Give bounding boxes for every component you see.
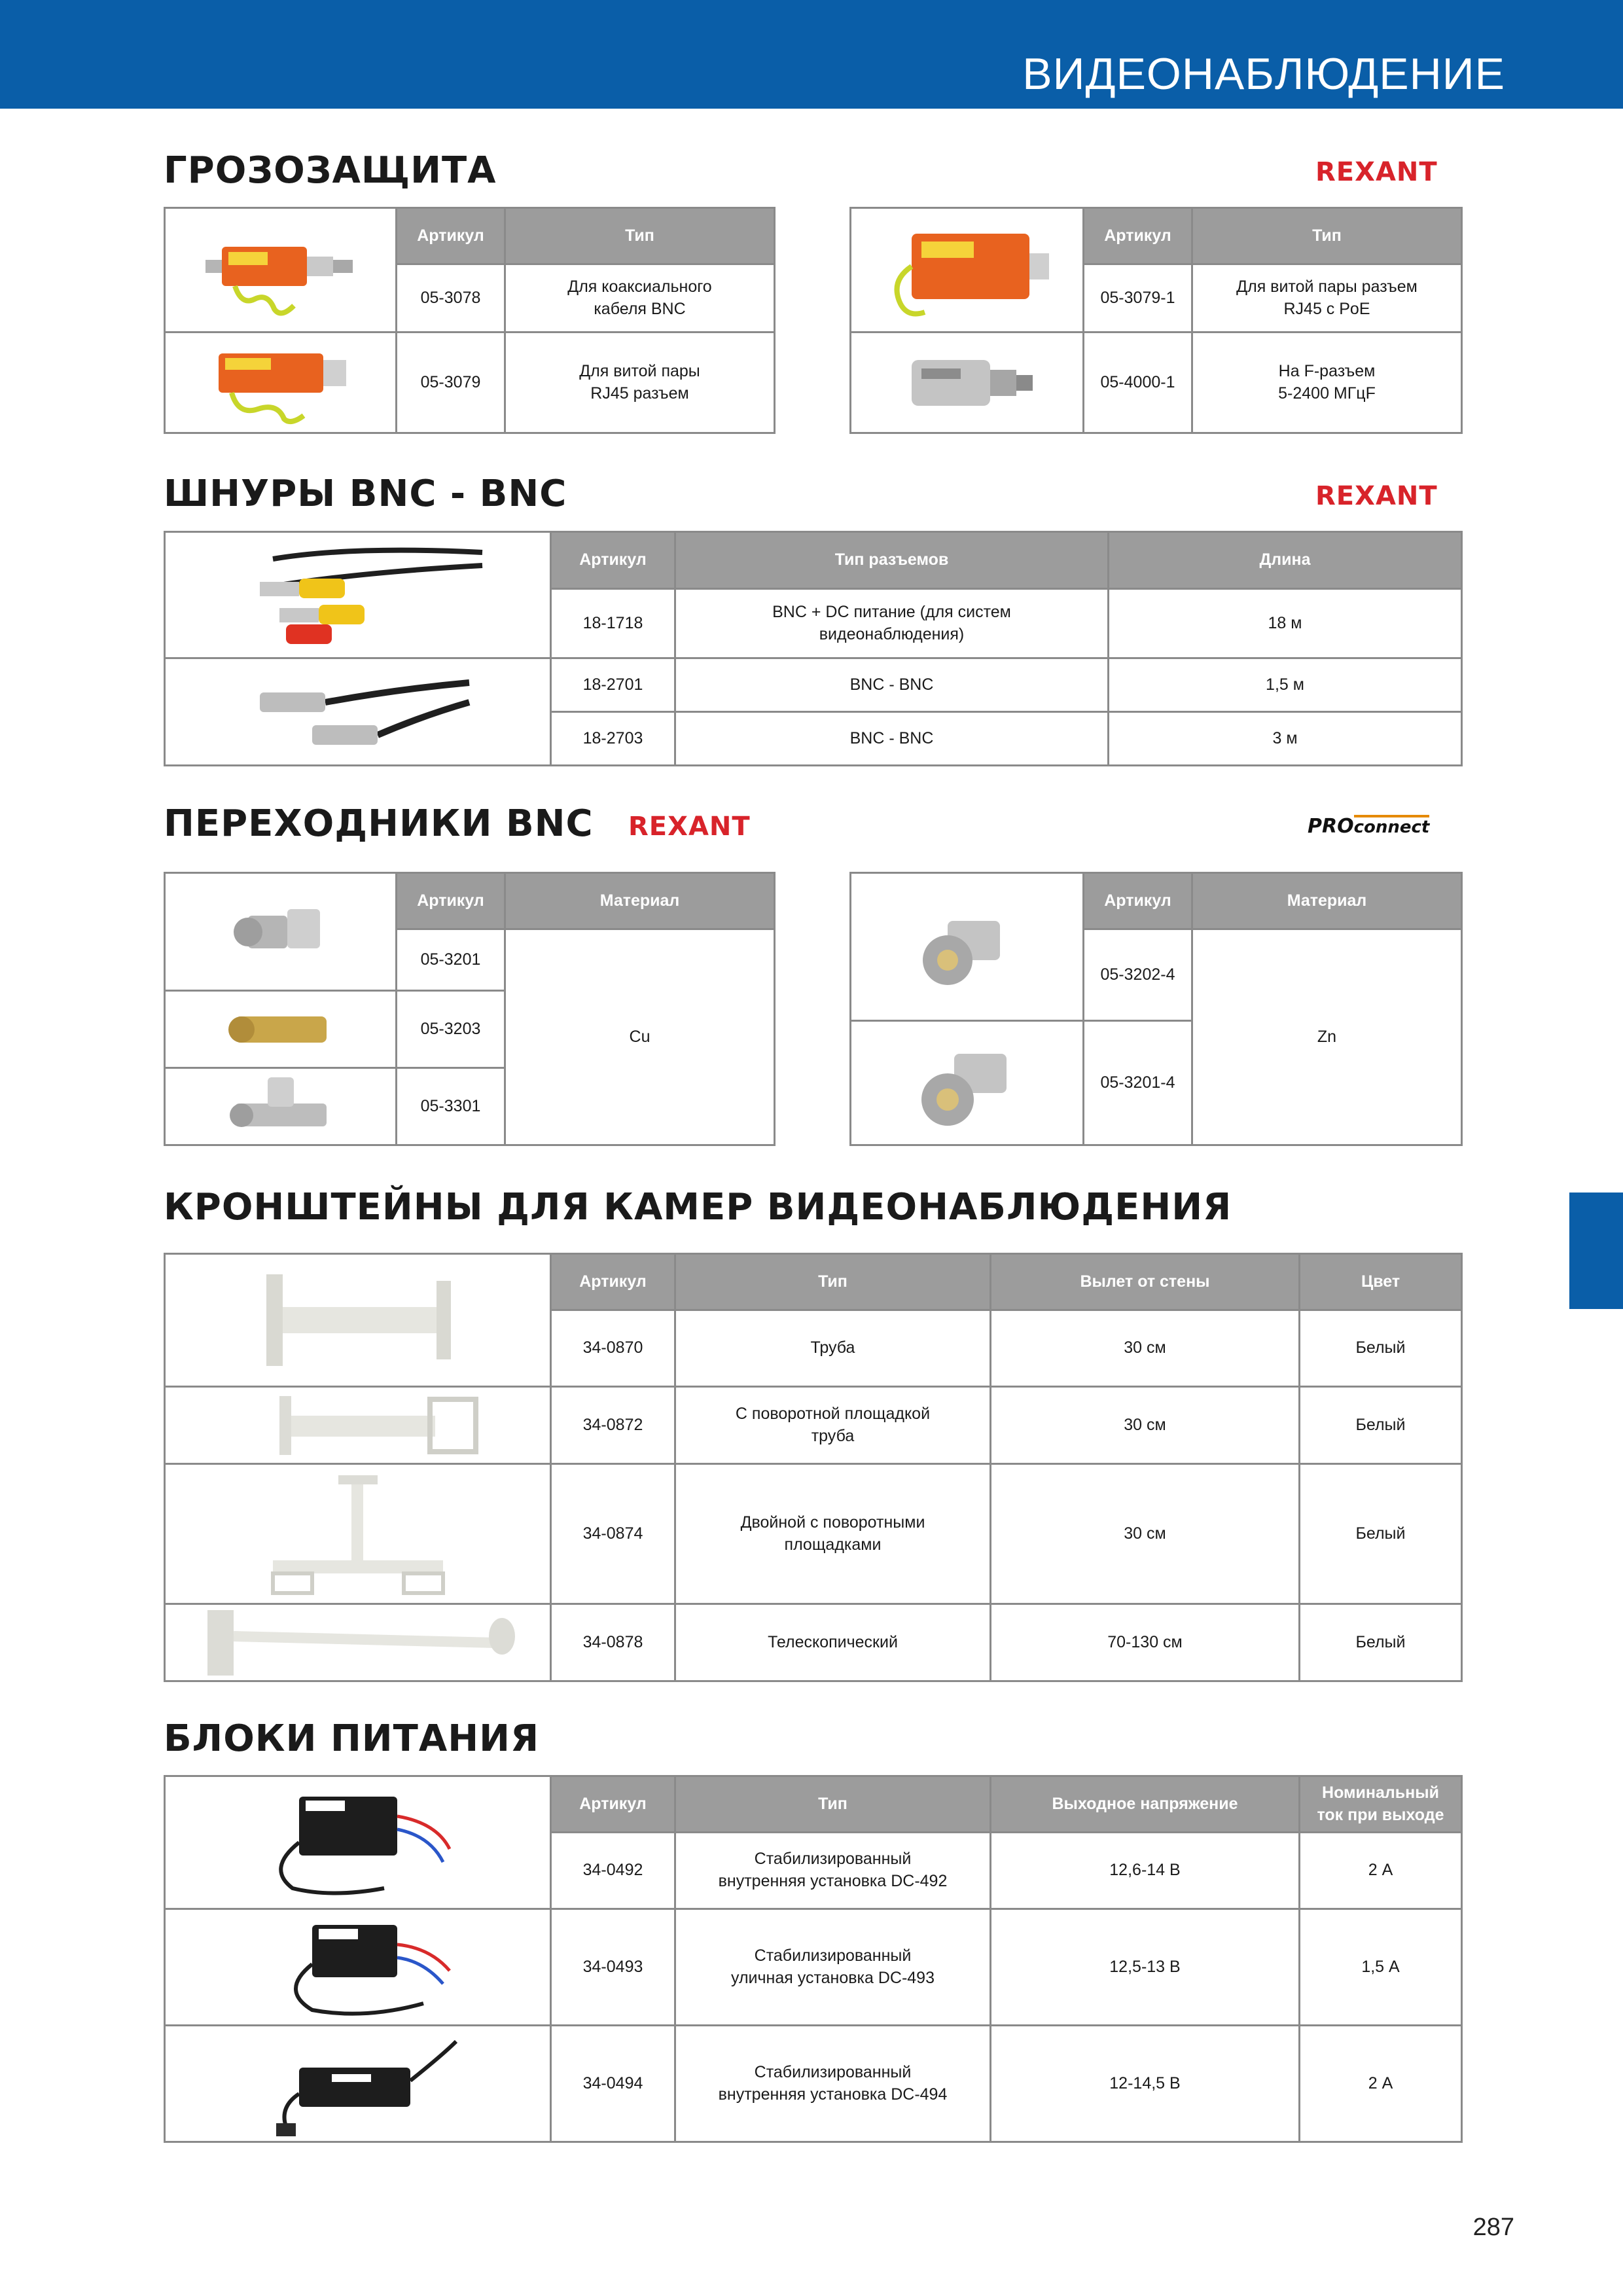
- type-cell: Труба: [675, 1310, 991, 1387]
- sku-cell: 05-3203: [397, 991, 505, 1068]
- sku-cell: 05-3201: [397, 929, 505, 991]
- column-header-color: Цвет: [1300, 1254, 1462, 1310]
- section-title-power: БЛОКИ ПИТАНИЯ: [164, 1717, 540, 1760]
- reach-cell: 30 см: [991, 1310, 1300, 1387]
- bnc-adapter-3201-image: [222, 883, 340, 981]
- voltage-cell: 12-14,5 В: [991, 2026, 1300, 2142]
- telescopic-bracket-image: [181, 1607, 535, 1679]
- material-cell: Zn: [1192, 929, 1462, 1145]
- type-cell: Для витой пары RJ45 разъем: [505, 332, 775, 433]
- length-cell: 3 м: [1109, 712, 1462, 766]
- length-cell: 18 м: [1109, 589, 1462, 658]
- sku-cell: 05-4000-1: [1084, 332, 1192, 433]
- color-cell: Белый: [1300, 1464, 1462, 1604]
- surge-table-left: [164, 207, 776, 434]
- cords-table: [164, 531, 1463, 766]
- length-cell: 1,5 м: [1109, 658, 1462, 712]
- column-header-sku: Артикул: [551, 1254, 675, 1310]
- voltage-cell: 12,5-13 В: [991, 1909, 1300, 2026]
- sku-cell: 34-0493: [551, 1909, 675, 2026]
- surge-table-right: [849, 207, 1463, 434]
- type-cell: На F-разъем 5-2400 МГцF: [1192, 332, 1462, 433]
- current-cell: 1,5 А: [1300, 1909, 1462, 2026]
- surge-protector-poe-image: [872, 214, 1062, 325]
- bnc-adapter-3202-4-image: [902, 888, 1033, 1006]
- column-header-sku: Артикул: [397, 208, 505, 264]
- product-image-cell: [165, 873, 397, 991]
- surge-protector-f-connector-image: [892, 337, 1043, 429]
- page-category-title: ВИДЕОНАБЛЮДЕНИЕ: [1022, 49, 1505, 99]
- column-header-type: Тип: [675, 1776, 991, 1833]
- product-image-cell: [851, 264, 1084, 332]
- section-title-surge: ГРОЗОЗАЩИТА: [164, 149, 497, 192]
- column-header-length: Длина: [1109, 532, 1462, 589]
- color-cell: Белый: [1300, 1604, 1462, 1681]
- sku-cell: 18-1718: [551, 589, 675, 658]
- column-header-type: Тип: [675, 1254, 991, 1310]
- sku-cell: 05-3078: [397, 264, 505, 332]
- adapters-table-left: [164, 872, 776, 1146]
- bnc-adapter-3201-4-image: [902, 1028, 1033, 1139]
- section-title-cords: ШНУРЫ BNC - BNC: [164, 473, 567, 515]
- side-chapter-tab: [1569, 1193, 1623, 1309]
- type-cell: С поворотной площадкой труба: [675, 1387, 991, 1464]
- type-cell: Двойной с поворотными площадками: [675, 1464, 991, 1604]
- section-title-adapters: ПЕРЕХОДНИКИ BNC: [164, 802, 594, 845]
- sku-cell: 34-0492: [551, 1833, 675, 1909]
- current-cell: 2 А: [1300, 2026, 1462, 2142]
- sku-cell: 34-0878: [551, 1604, 675, 1681]
- rexant-logo: REXANT: [1315, 157, 1438, 187]
- adapters-table-right: [849, 872, 1463, 1146]
- product-image-cell: [165, 1387, 551, 1464]
- product-image-cell: [165, 1909, 551, 2026]
- material-cell: Cu: [505, 929, 775, 1145]
- product-image-cell: [165, 658, 551, 766]
- product-image-cell: [165, 1776, 551, 1909]
- double-bracket-image: [221, 1469, 495, 1600]
- product-image-cell: [165, 1604, 551, 1681]
- bnc-tee-adapter-image: [222, 1071, 340, 1143]
- product-image-cell: [165, 264, 397, 332]
- column-header-sku: Артикул: [397, 873, 505, 929]
- swivel-bracket-image: [221, 1390, 495, 1462]
- voltage-cell: 12,6-14 В: [991, 1833, 1300, 1909]
- column-header-connector-type: Тип разъемов: [675, 532, 1109, 589]
- type-cell: BNC - BNC: [675, 712, 1109, 766]
- reach-cell: 30 см: [991, 1464, 1300, 1604]
- product-image-cell: [165, 2026, 551, 2142]
- type-cell: Телескопический: [675, 1604, 991, 1681]
- column-header-material: Материал: [505, 873, 775, 929]
- sku-cell: 18-2703: [551, 712, 675, 766]
- sku-cell: 05-3079-1: [1084, 264, 1192, 332]
- sku-cell: 34-0494: [551, 2026, 675, 2142]
- section-title-brackets: КРОНШТЕЙНЫ ДЛЯ КАМЕР ВИДЕОНАБЛЮДЕНИЯ: [164, 1186, 1232, 1229]
- product-image-cell: [165, 1254, 551, 1387]
- column-header-output-voltage: Выходное напряжение: [991, 1776, 1300, 1833]
- product-image-cell: [851, 1021, 1084, 1145]
- type-cell: Стабилизированный уличная установка DC-493: [675, 1909, 991, 2026]
- sku-cell: 18-2701: [551, 658, 675, 712]
- proconnect-logo: PROconnect: [1308, 815, 1430, 838]
- brackets-table: [164, 1253, 1463, 1682]
- color-cell: Белый: [1300, 1387, 1462, 1464]
- rexant-logo: REXANT: [628, 812, 751, 842]
- product-image-cell: [165, 991, 397, 1068]
- type-cell: Стабилизированный внутренняя установка DC-494: [675, 2026, 991, 2142]
- product-image-cell: [851, 332, 1084, 433]
- page-number: 287: [1472, 2214, 1514, 2241]
- sku-cell: 34-0870: [551, 1310, 675, 1387]
- column-header-sku: Артикул: [1084, 208, 1192, 264]
- rexant-logo: REXANT: [1315, 481, 1438, 511]
- power-supply-dc492-image: [253, 1777, 463, 1908]
- product-image-cell: [851, 873, 1084, 1021]
- sku-cell: 34-0872: [551, 1387, 675, 1464]
- surge-protector-bnc-image: [196, 221, 366, 319]
- column-header-type: Тип: [505, 208, 775, 264]
- power-supply-dc494-image: [253, 2028, 463, 2140]
- color-cell: Белый: [1300, 1310, 1462, 1387]
- column-header-sku: Артикул: [1084, 873, 1192, 929]
- sku-cell: 05-3301: [397, 1068, 505, 1145]
- type-cell: Стабилизированный внутренняя установка DC-492: [675, 1833, 991, 1909]
- product-image-cell: [165, 1464, 551, 1604]
- type-cell: BNC + DC питание (для систем видеонаблюдения): [675, 589, 1109, 658]
- bnc-adapter-3203-image: [222, 994, 340, 1066]
- product-image-cell: [165, 1068, 397, 1145]
- column-header-sku: Артикул: [551, 1776, 675, 1833]
- type-cell: Для витой пары разъем RJ45 с PoE: [1192, 264, 1462, 332]
- bnc-dc-cord-image: [221, 533, 495, 657]
- page-header-bar: [0, 0, 1623, 109]
- product-image-cell: [165, 332, 397, 433]
- sku-cell: 05-3079: [397, 332, 505, 433]
- bnc-bnc-cord-image: [227, 663, 489, 761]
- reach-cell: 30 см: [991, 1387, 1300, 1464]
- surge-protector-rj45-image: [199, 337, 363, 429]
- sku-cell: 34-0874: [551, 1464, 675, 1604]
- column-header-sku: Артикул: [551, 532, 675, 589]
- reach-cell: 70-130 см: [991, 1604, 1300, 1681]
- column-header-reach: Вылет от стены: [991, 1254, 1300, 1310]
- pipe-bracket-image: [221, 1255, 495, 1386]
- sku-cell: 05-3202-4: [1084, 929, 1192, 1021]
- power-table: [164, 1775, 1463, 2143]
- column-header-material: Материал: [1192, 873, 1462, 929]
- column-header-type: Тип: [1192, 208, 1462, 264]
- power-supply-dc493-image: [253, 1912, 463, 2023]
- type-cell: BNC - BNC: [675, 658, 1109, 712]
- column-header-rated-current: Номинальный ток при выходе: [1300, 1776, 1462, 1833]
- product-image-cell: [165, 532, 551, 658]
- sku-cell: 05-3201-4: [1084, 1021, 1192, 1145]
- type-cell: Для коаксиального кабеля BNC: [505, 264, 775, 332]
- current-cell: 2 А: [1300, 1833, 1462, 1909]
